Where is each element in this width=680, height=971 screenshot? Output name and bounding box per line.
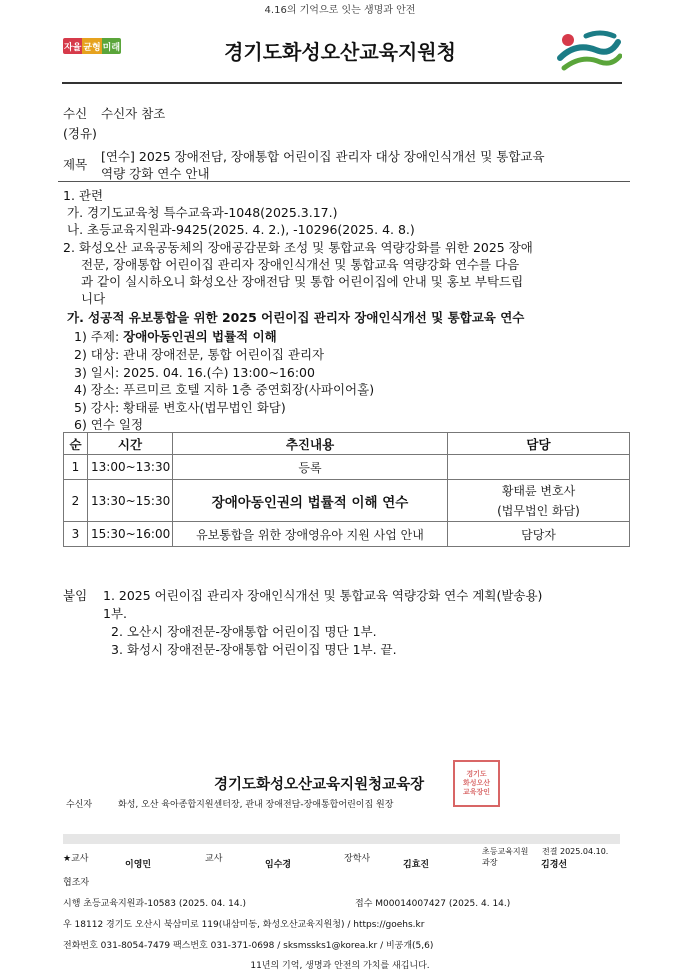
seal-line-3: 교육장인: [462, 788, 491, 796]
main-paragraph-line-1: 2. 화성오산 교육공동체의 장애공감문화 조성 및 통합교육 역량강화를 위한 2025 장애: [63, 240, 533, 255]
seal-line-2: 화성오산: [462, 779, 491, 787]
education-office-emblem-icon: [556, 28, 622, 74]
logo-word-1: 자율: [63, 38, 82, 54]
row-content: 등록: [173, 455, 448, 480]
recipients-value: 화성, 오산 육아종합지원센터장, 관내 장애전담-장애통합어린이집 원장: [118, 800, 394, 810]
approver-2-name: 임수경: [265, 860, 292, 870]
approver-4-name: 김경선: [541, 860, 568, 870]
row-owner: 담당자: [448, 522, 630, 547]
schedule-table: [63, 432, 630, 547]
row-time: 13:00~13:30: [88, 455, 173, 480]
main-paragraph-line-2: 전문, 장애통합 어린이집 관리자 장애인식개선 및 통합교육 역량강화 연수를 다음: [81, 257, 520, 272]
organization-title: 경기도화성오산교육지원청: [224, 40, 456, 64]
col-header-content: 추진내용: [173, 433, 448, 455]
related-item-b: 나. 초등교육지원과-9425(2025. 4. 2.), -10296(2025. 4. 8.): [67, 222, 415, 237]
attachment-label: 붙임: [63, 588, 88, 603]
row-owner: [448, 480, 630, 522]
attachment-1-line-1: 1. 2025 어린이집 관리자 장애인식개선 및 통합교육 역량강화 연수 계획(발송용): [103, 588, 543, 603]
detail-topic-prefix: 1) 주제:: [74, 329, 124, 344]
row-no: 1: [64, 455, 88, 480]
attachment-1-line-2: 1부.: [103, 606, 128, 621]
schedule-header-row: [64, 433, 630, 455]
address-info: 우 18112 경기도 오산시 북삼미로 119(내삼미동, 화성오산교육지원청) / https://goehs.kr: [63, 920, 425, 930]
row-time: 15:30~16:00: [88, 522, 173, 547]
attachment-2: 2. 오산시 장애전문-장애통합 어린이집 명단 1부.: [111, 624, 377, 639]
detail-topic: [74, 327, 277, 345]
approver-2-label: 교사: [205, 854, 223, 864]
approver-3-name: 김효진: [403, 860, 430, 870]
row-content: 장애아동인권의 법률적 이해 연수: [173, 480, 448, 522]
row-owner-line-1: 황태륜 변호사: [501, 483, 576, 498]
related-item-a: 가. 경기도교육청 특수교육과-1048(2025.3.17.): [67, 205, 338, 220]
recipient-value: 수신자 참조: [101, 106, 166, 121]
attachment-3: 3. 화성시 장애전문-장애통합 어린이집 명단 1부. 끝.: [111, 642, 397, 657]
subject-label: 제목: [63, 157, 88, 172]
subject-divider: [58, 181, 630, 182]
col-header-owner: 담당: [448, 433, 630, 455]
detail-schedule-label: 6) 연수 일정: [74, 417, 144, 432]
row-owner-line-2: (법무법인 화담): [497, 503, 580, 518]
table-row: [64, 480, 630, 522]
row-no: 3: [64, 522, 88, 547]
receipt-info: 접수 M00014007427 (2025. 4. 14.): [355, 899, 511, 909]
bottom-slogan: 11년의 기억, 생명과 안전의 가치를 새깁니다.: [250, 961, 430, 971]
cooperator-label: 협조자: [63, 878, 90, 888]
enforcement-info: 시행 초등교육지원과-10583 (2025. 04. 14.): [63, 899, 246, 909]
table-row: [64, 455, 630, 480]
approver-4-label-top: 초등교육지원: [482, 847, 529, 856]
main-paragraph-line-3: 과 같이 실시하오니 화성오산 장애전담 및 통합 어린이집에 안내 및 홍보 부탁드립: [81, 274, 524, 289]
col-header-no: 순: [64, 433, 88, 455]
col-header-time: 시간: [88, 433, 173, 455]
approver-1-label: ★교사: [63, 854, 89, 864]
table-row: [64, 522, 630, 547]
subject-line-2: 역량 강화 연수 안내: [101, 166, 210, 181]
row-owner: [448, 455, 630, 480]
subject-line-1: [연수] 2025 장애전담, 장애통합 어린이집 관리자 대상 장애인식개선 및 통합교육: [101, 149, 545, 164]
approver-4-date: 전결 2025.04.10.: [542, 847, 609, 856]
training-heading: 가. 성공적 유보통합을 위한 2025 어린이집 관리자 장애인식개선 및 통합교육 연수: [67, 310, 525, 325]
row-no: 2: [64, 480, 88, 522]
via-line: (경유): [63, 126, 97, 141]
sender-name: 경기도화성오산교육지원청교육장: [214, 777, 425, 793]
seal-line-1: 경기도: [466, 770, 487, 778]
official-seal-icon: [453, 760, 500, 807]
detail-target: 2) 대상: 관내 장애전문, 통합 어린이집 관리자: [74, 347, 325, 362]
logo-word-2: 균형: [82, 38, 101, 54]
approver-3-label: 장학사: [344, 854, 371, 864]
detail-datetime: 3) 일시: 2025. 04. 16.(수) 13:00~16:00: [74, 365, 315, 380]
related-heading: 1. 관련: [63, 188, 104, 203]
approver-4-label-bottom: 과장: [482, 858, 498, 867]
contact-info: 전화번호 031-8054-7479 팩스번호 031-371-0698 / sksmssks1@korea.kr / 비공개(5,6): [63, 941, 434, 951]
detail-location: 4) 장소: 푸르미르 호텔 지하 1층 중연회장(사파이어홀): [74, 382, 375, 397]
footer-band: [63, 834, 620, 844]
row-content: 유보통합을 위한 장애영유아 지원 사업 안내: [173, 522, 448, 547]
recipient-label: 수신: [63, 106, 88, 121]
recipients-label: 수신자: [66, 800, 93, 810]
header-divider: [62, 82, 622, 84]
approver-1-name: 이영민: [125, 860, 152, 870]
top-slogan: 4.16의 기억으로 잇는 생명과 안전: [264, 5, 416, 16]
detail-topic-value: 장애아동인권의 법률적 이해: [123, 329, 277, 344]
row-time: 13:30~15:30: [88, 480, 173, 522]
main-paragraph-line-4: 니다: [81, 291, 106, 306]
logo-word-3: 미래: [102, 38, 121, 54]
detail-lecturer: 5) 강사: 황태륜 변호사(법무법인 화담): [74, 400, 286, 415]
